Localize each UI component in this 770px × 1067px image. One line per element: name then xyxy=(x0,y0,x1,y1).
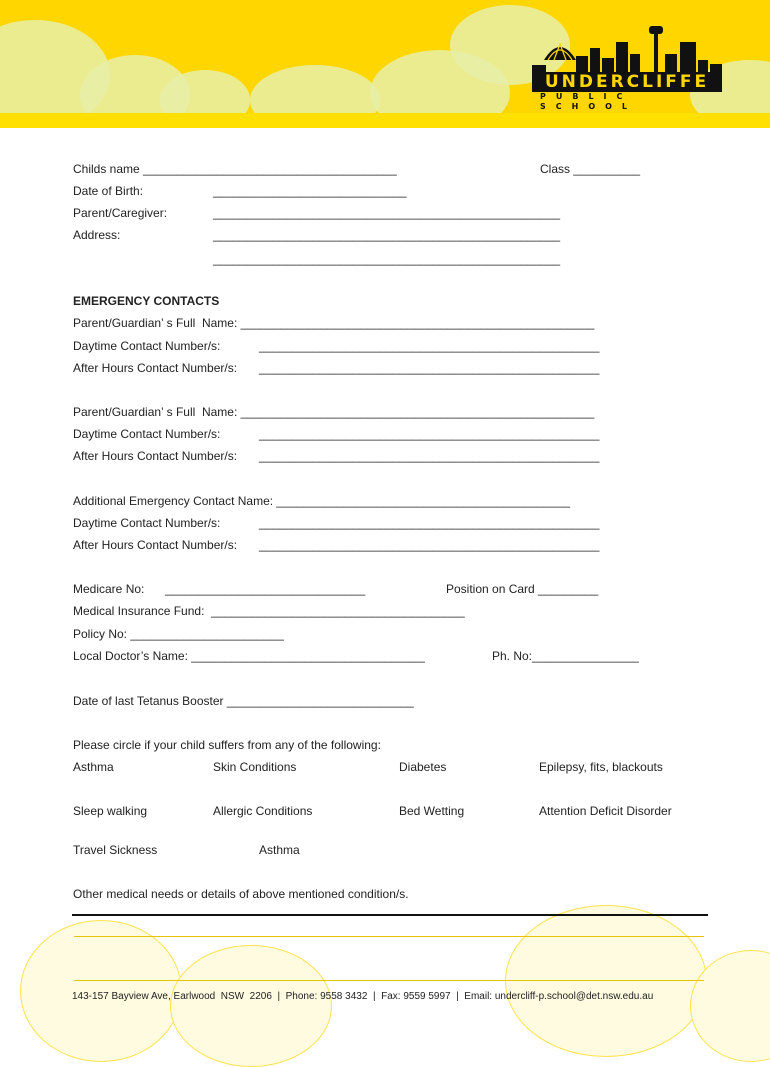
contact1-daytime-label: Daytime Contact Number/s: xyxy=(73,339,221,353)
school-header xyxy=(0,0,770,128)
contact1-afterhours-field[interactable]: ___________________________________________________ xyxy=(259,361,600,375)
contact1-afterhours-label: After Hours Contact Number/s: xyxy=(73,361,238,375)
condition-option[interactable]: Diabetes xyxy=(399,760,447,774)
answer-rule xyxy=(72,914,708,916)
condition-option[interactable]: Epilepsy, fits, blackouts xyxy=(539,760,663,774)
condition-option[interactable]: Sleep walking xyxy=(73,804,148,818)
contact3-daytime-label: Daytime Contact Number/s: xyxy=(73,516,221,530)
contact1-daytime-field[interactable]: ___________________________________________________ xyxy=(259,339,600,353)
condition-option[interactable]: Travel Sickness xyxy=(73,843,158,857)
condition-option[interactable]: Bed Wetting xyxy=(399,804,465,818)
local-doctor-field[interactable]: Local Doctor’s Name: ___________________________________ xyxy=(73,649,425,663)
contact2-daytime-field[interactable]: ___________________________________________________ xyxy=(259,427,600,441)
contact3-afterhours-field[interactable]: ___________________________________________________ xyxy=(259,538,600,552)
contact2-name-field[interactable]: Parent/Guardian’ s Full Name: _____________________________________________________ xyxy=(73,405,595,419)
class-field[interactable]: Class __________ xyxy=(540,162,641,176)
address-field-line-1[interactable]: ____________________________________________________ xyxy=(213,228,561,242)
parent-caregiver-field[interactable]: ____________________________________________________ xyxy=(213,206,561,220)
condition-option[interactable]: Asthma xyxy=(259,843,300,857)
address-field-line-2[interactable]: ____________________________________________________ xyxy=(213,252,561,266)
childs-name-field[interactable]: Childs name ______________________________________ xyxy=(73,162,397,176)
condition-option[interactable]: Skin Conditions xyxy=(213,760,297,774)
other-medical-needs-label: Other medical needs or details of above mentioned condition/s. xyxy=(73,887,409,901)
footer-contact: 143-157 Bayview Ave, Earlwood NSW 2206 | Phone: 9558 3432 | Fax: 9559 5997 | Email: undercliff-p.school@det.nsw.edu.au xyxy=(72,991,654,1002)
contact2-afterhours-label: After Hours Contact Number/s: xyxy=(73,449,238,463)
condition-option[interactable]: Asthma xyxy=(73,760,114,774)
contact3-afterhours-label: After Hours Contact Number/s: xyxy=(73,538,238,552)
cloud-decoration xyxy=(170,945,332,1067)
school-name: UNDERCLIFFE xyxy=(532,72,722,92)
condition-option[interactable]: Attention Deficit Disorder xyxy=(539,804,672,818)
position-on-card-field[interactable]: Position on Card _________ xyxy=(446,582,599,596)
contact3-daytime-field[interactable]: ___________________________________________________ xyxy=(259,516,600,530)
header-band xyxy=(0,113,770,128)
address-label: Address: xyxy=(73,228,121,242)
contact3-name-field[interactable]: Additional Emergency Contact Name: ____________________________________________ xyxy=(73,494,571,508)
contact1-name-field[interactable]: Parent/Guardian’ s Full Name: _____________________________________________________ xyxy=(73,316,595,330)
dob-label: Date of Birth: xyxy=(73,184,144,198)
medicare-label: Medicare No: xyxy=(73,582,145,596)
condition-option[interactable]: Allergic Conditions xyxy=(213,804,313,818)
answer-line[interactable] xyxy=(74,980,704,981)
medical-insurance-field[interactable]: Medical Insurance Fund: ______________________________________ xyxy=(73,604,465,618)
contact2-afterhours-field[interactable]: ___________________________________________________ xyxy=(259,449,600,463)
cloud-decoration xyxy=(505,905,707,1057)
tetanus-booster-field[interactable]: Date of last Tetanus Booster ____________________________ xyxy=(73,694,414,708)
medicare-field[interactable]: ______________________________ xyxy=(165,582,366,596)
policy-number-field[interactable]: Policy No: _______________________ xyxy=(73,627,284,641)
answer-line[interactable] xyxy=(74,936,704,937)
parent-caregiver-label: Parent/Caregiver: xyxy=(73,206,168,220)
contact2-daytime-label: Daytime Contact Number/s: xyxy=(73,427,221,441)
dob-field[interactable]: _____________________________ xyxy=(213,184,407,198)
conditions-prompt: Please circle if your child suffers from any of the following: xyxy=(73,738,381,752)
doctor-phone-field[interactable]: Ph. No:________________ xyxy=(492,649,639,663)
school-subtitle: PUBLIC SCHOOL xyxy=(540,92,638,111)
emergency-contacts-heading: EMERGENCY CONTACTS xyxy=(73,294,220,308)
